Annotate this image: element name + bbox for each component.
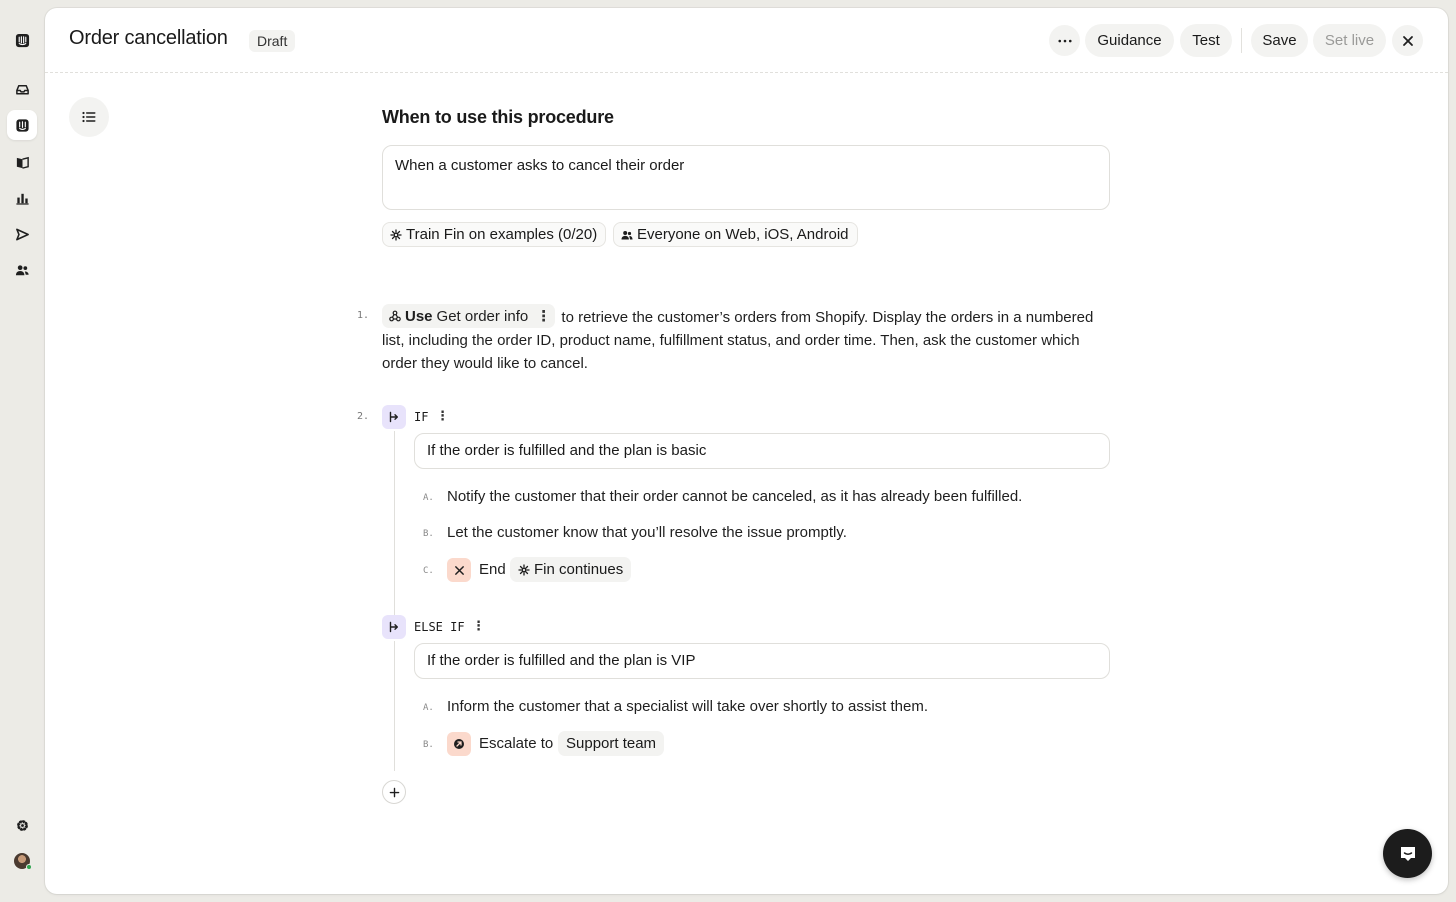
add-step-button[interactable] [382, 780, 406, 804]
substep-text[interactable]: Let the customer know that you’ll resolve the issue promptly. [447, 524, 847, 541]
procedure-editor-panel [45, 8, 1448, 894]
fin-sparkle-icon [518, 564, 530, 576]
test-button[interactable]: Test [1180, 24, 1232, 57]
guidance-button[interactable]: Guidance [1085, 24, 1174, 57]
kebab-menu-icon[interactable]: ⋮ [536, 307, 552, 325]
when-to-use-heading: When to use this procedure [382, 107, 614, 127]
fin-continues-label: Fin continues [534, 561, 624, 578]
knowledge-book-icon[interactable] [7, 147, 37, 177]
ellipsis-icon [1058, 39, 1072, 43]
inbox-icon[interactable] [7, 74, 37, 104]
end-label: End [479, 561, 506, 578]
reports-icon[interactable] [7, 183, 37, 213]
else-if-condition-input[interactable]: If the order is fulfilled and the plan is VIP [414, 643, 1110, 679]
outline-toggle-button[interactable] [69, 97, 109, 137]
else-if-label: ELSE IF [414, 620, 465, 634]
support-team-chip[interactable]: Support team [558, 731, 664, 756]
escalate-label: Escalate to [479, 735, 554, 752]
tool-name: Get order info [436, 307, 529, 325]
if-kebab-menu-icon[interactable]: ⋮ [436, 408, 449, 423]
substep-text[interactable]: Notify the customer that their order cannot be canceled, as it has already been fulfilled. [447, 488, 1023, 505]
substep-letter: A. [423, 493, 434, 503]
fin-continues-chip[interactable] [510, 557, 631, 582]
substep-text[interactable]: Inform the customer that a specialist will take over shortly to assist them. [447, 698, 929, 715]
editor-header [45, 8, 1448, 73]
branch-icon [382, 615, 406, 639]
branch-icon [382, 405, 406, 429]
list-icon [82, 111, 96, 123]
tool-chip[interactable] [382, 304, 555, 328]
messenger-launcher-button[interactable] [1383, 829, 1432, 878]
left-nav-rail [0, 0, 44, 902]
if-condition-input[interactable]: If the order is fulfilled and the plan is basic [414, 433, 1110, 469]
substep-letter: B. [423, 529, 434, 539]
avatar[interactable] [14, 853, 30, 869]
contacts-icon[interactable] [7, 255, 37, 285]
substep-letter: C. [423, 566, 434, 576]
settings-icon[interactable] [7, 810, 37, 840]
else-if-kebab-menu-icon[interactable]: ⋮ [472, 618, 485, 633]
save-button[interactable]: Save [1251, 24, 1308, 57]
substep-letter: A. [423, 703, 434, 713]
fin-icon[interactable] [7, 110, 37, 140]
step-1-text: to retrieve the customer’s orders from Shopify. Display the orders in a numbered list, including the order ID, product name, fulfillment status, and order time. Then, ask the customer which order they would like to cancel. [382, 309, 1094, 372]
substep-letter: B. [423, 740, 434, 750]
online-status-dot [26, 864, 32, 870]
plus-icon [389, 787, 400, 798]
step-number: 1. [357, 310, 370, 321]
more-options-button[interactable] [1049, 25, 1080, 56]
users-icon [621, 229, 633, 241]
header-divider [1241, 28, 1242, 53]
webhook-icon [389, 310, 401, 322]
when-to-use-input[interactable]: When a customer asks to cancel their order [382, 145, 1110, 210]
audience-chip[interactable] [613, 222, 858, 247]
if-label: IF [414, 410, 429, 424]
step-1-instruction[interactable] [382, 304, 1112, 375]
if-branch-line [394, 431, 395, 616]
train-fin-chip[interactable] [382, 222, 606, 247]
end-icon [447, 558, 471, 582]
status-badge: Draft [249, 30, 295, 52]
fin-sparkle-icon [390, 229, 402, 241]
page-title: Order cancellation [69, 27, 228, 49]
set-live-button[interactable]: Set live [1313, 24, 1386, 57]
step-number: 2. [357, 411, 370, 422]
escalate-icon [447, 732, 471, 756]
else-if-branch-line [394, 641, 395, 771]
outbound-icon[interactable] [7, 219, 37, 249]
close-icon [1402, 35, 1414, 47]
close-button[interactable] [1392, 25, 1423, 56]
intercom-logo-icon[interactable] [7, 25, 37, 55]
use-label: Use [405, 307, 433, 325]
chat-icon [1398, 844, 1418, 864]
audience-label: Everyone on Web, iOS, Android [637, 226, 849, 243]
train-fin-label: Train Fin on examples (0/20) [406, 226, 598, 243]
